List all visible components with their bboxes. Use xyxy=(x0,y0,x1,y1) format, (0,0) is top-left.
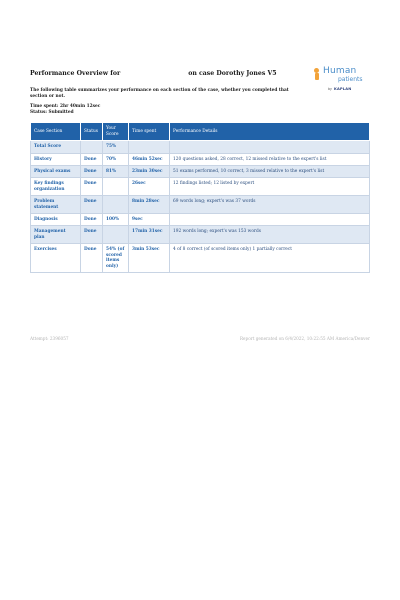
cell-status: Done xyxy=(81,214,103,226)
attempt-id: Attempt: 2396057 xyxy=(30,336,69,341)
cell-section: Diagnosis xyxy=(31,214,81,226)
cell-section: Physical exams xyxy=(31,166,81,178)
cell-details: 192 words long; expert's was 153 words xyxy=(170,226,370,244)
meta-block xyxy=(30,104,370,116)
title-prefix: Performance Overview for xyxy=(30,70,121,77)
cell-status xyxy=(81,141,103,153)
cell-section: Total Score xyxy=(31,141,81,153)
cell-section: Key findings organization xyxy=(31,178,81,196)
table-row xyxy=(31,214,370,226)
cell-section: Management plan xyxy=(31,226,81,244)
column-header: Status xyxy=(81,123,103,141)
table-row xyxy=(31,244,370,273)
cell-time: 9sec xyxy=(129,214,170,226)
table-row xyxy=(31,226,370,244)
table-row xyxy=(31,196,370,214)
title-row xyxy=(30,66,370,91)
cell-section: History xyxy=(31,153,81,165)
table-row xyxy=(31,153,370,165)
cell-status: Done xyxy=(81,196,103,214)
cell-details: 120 questions asked, 28 correct, 12 missed relative to the expert's list xyxy=(170,153,370,165)
cell-section: Exercises xyxy=(31,244,81,273)
title-case: on case Dorothy Jones V5 xyxy=(188,70,277,77)
cell-score: 100% xyxy=(103,214,129,226)
logo-kaplan: KAPLAN xyxy=(334,86,352,91)
performance-table xyxy=(30,122,370,273)
cell-score xyxy=(103,178,129,196)
report-footer xyxy=(30,336,370,341)
cell-time: 23min 30sec xyxy=(129,166,170,178)
cell-time: 46min 52sec xyxy=(129,153,170,165)
cell-status: Done xyxy=(81,244,103,273)
cell-details xyxy=(170,141,370,153)
table-row xyxy=(31,166,370,178)
table-row xyxy=(31,141,370,153)
cell-time: 17min 31sec xyxy=(129,226,170,244)
cell-score: 81% xyxy=(103,166,129,178)
cell-score: 75% xyxy=(103,141,129,153)
logo-word-patients: patients xyxy=(338,76,363,83)
intro-text: The following table summarizes your performance on each section of the case, whether you completed that section or not. xyxy=(30,88,289,99)
cell-status: Done xyxy=(81,153,103,165)
cell-score: 70% xyxy=(103,153,129,165)
status-line: Status: Submitted xyxy=(30,110,74,116)
cell-score xyxy=(103,196,129,214)
cell-time: 3min 53sec xyxy=(129,244,170,273)
column-header: Case Section xyxy=(31,123,81,141)
column-header: Performance Details xyxy=(170,123,370,141)
logo-by: by xyxy=(328,87,332,91)
cell-status: Done xyxy=(81,166,103,178)
cell-time: 26sec xyxy=(129,178,170,196)
cell-score: 54% (of scored items only) xyxy=(103,244,129,273)
cell-section: Problem statement xyxy=(31,196,81,214)
report-generated: Report generated on 6/4/2022, 10:22:55 AM America/Denver xyxy=(239,336,370,341)
person-icon xyxy=(312,68,322,80)
cell-details: 51 exams performed, 10 correct, 3 missed relative to the expert's list xyxy=(170,166,370,178)
time-spent: Time spent: 2hr 40min 12sec xyxy=(30,104,101,109)
cell-details: 4 of 8 correct (of scored items only) 1 partially correct xyxy=(170,244,370,273)
table-row xyxy=(31,178,370,196)
cell-details: 69 words long; expert's was 37 words xyxy=(170,196,370,214)
cell-status: Done xyxy=(81,178,103,196)
cell-time xyxy=(129,141,170,153)
column-header: Time spent xyxy=(129,123,170,141)
ihuman-patients-logo xyxy=(310,66,370,100)
cell-details xyxy=(170,214,370,226)
cell-time: 8min 28sec xyxy=(129,196,170,214)
page-title xyxy=(30,70,277,77)
cell-score xyxy=(103,226,129,244)
cell-details: 12 findings listed; 12 listed by expert xyxy=(170,178,370,196)
report-page xyxy=(30,66,370,273)
column-header: Your Score xyxy=(103,123,129,141)
table-header-row xyxy=(31,123,370,141)
cell-status: Done xyxy=(81,226,103,244)
logo-word-human: Human xyxy=(323,66,357,76)
